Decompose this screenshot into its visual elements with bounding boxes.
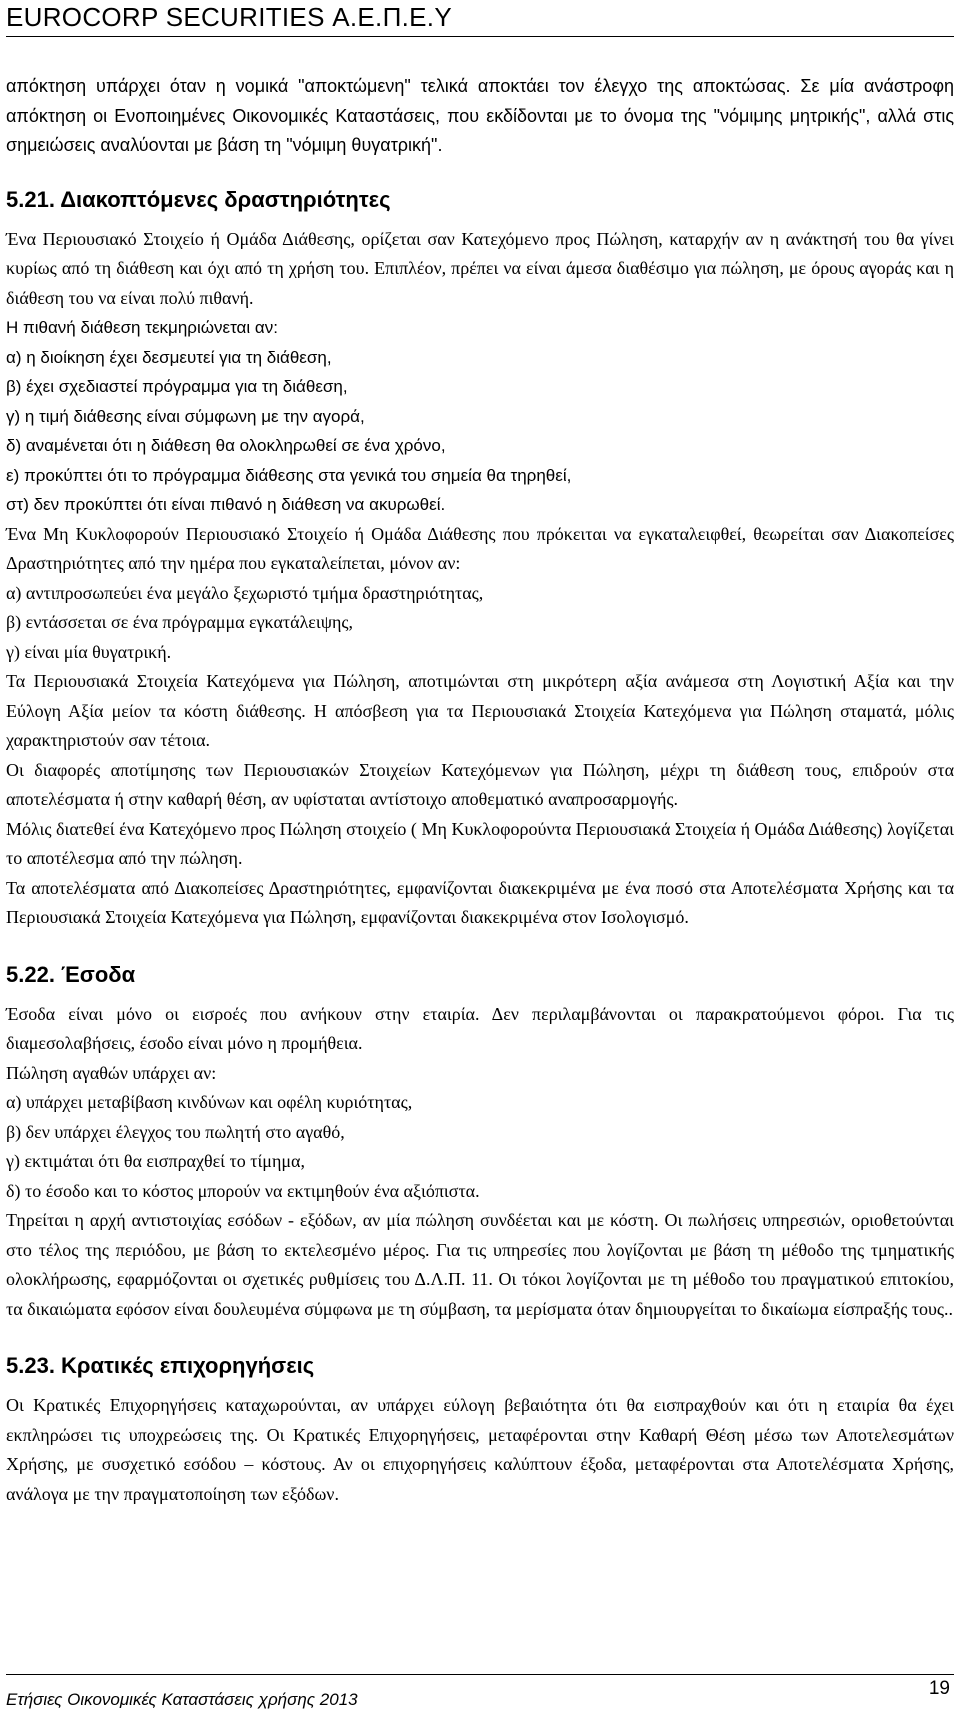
- section-5-22: [6, 959, 954, 1325]
- list-item: α) υπάρχει μεταβίβαση κινδύνων και οφέλη κυριότητας,: [6, 1092, 413, 1112]
- list-item: α) η διοίκηση έχει δεσμευτεί για τη διάθεση,: [6, 347, 332, 367]
- list-item: στ) δεν προκύπτει ότι είναι πιθανό η διάθεση να ακυρωθεί.: [6, 495, 446, 514]
- paragraph: Η πιθανή διάθεση τεκμηριώνεται αν:: [6, 318, 278, 337]
- paragraph: Οι Κρατικές Επιχορηγήσεις καταχωρούνται, αν υπάρχει εύλογη βεβαιότητα ότι θα εισπραχθούν και ότι η εταιρία θα έχει εκπληρώσει τις υποχρεώσεις της. Οι Κρατικές Επιχορηγήσεις, μεταφέρονται στην Καθαρή Θέση μέσω των Αποτελεσμάτων Χρήσης, με συσχετικό εσόδου – κόστους. Αν οι επιχορηγήσεις καλύπτουν έξοδα, μεταφέρονται στα Αποτελέσματα Χρήσης, ανάλογα με την πραγματοποίηση των εξόδων.: [6, 1395, 954, 1504]
- footer-document-title: Ετήσιες Οικονομικές Καταστάσεις χρήσης 2013: [6, 1690, 358, 1709]
- header-divider: [6, 36, 954, 37]
- paragraph: Τηρείται η αρχή αντιστοιχίας εσόδων - εξόδων, αν μία πώληση συνδέεται και με κόστη. Οι πωλήσεις υπηρεσιών, οριοθετούνται στο τέλος της περιόδου, με βάση το εκτελεσμένο μέρος. Για τις υπηρεσίες που λογίζονται με βάση τη μέθοδο της τμηματικής ολοκλήρωσης, εφαρμόζονται οι σχετικές ρυθμίσεις του Δ.Λ.Π. 11. Οι τόκοι λογίζονται με τη μέθοδο του πραγματικού επιτοκίου, τα δικαιώματα εφόσον είναι δουλευμένα σύμφωνα με τη σύμβαση, τα μερίσματα όταν δημιουργείται το δικαίωμα είσπραξής τους..: [6, 1210, 954, 1319]
- list-item: ε) προκύπτει ότι το πρόγραμμα διάθεσης στα γενικά του σημεία θα τηρηθεί,: [6, 465, 572, 485]
- list-item: γ) εκτιμάται ότι θα εισπραχθεί το τίμημα,: [6, 1151, 305, 1171]
- list-item: β) εντάσσεται σε ένα πρόγραμμα εγκατάλειψης,: [6, 612, 354, 632]
- paragraph: Τα Περιουσιακά Στοιχεία Κατεχόμενα για Πώληση, αποτιμώνται στη μικρότερη αξία ανάμεσα στη Λογιστική Αξία και την Εύλογη Αξία μείον τα κόστη διάθεσης. Η απόσβεση για τα Περιουσιακά Στοιχεία Κατεχόμενα για Πώληση σταματά, μόλις χαρακτηριστούν σαν τέτοια.: [6, 671, 954, 750]
- section-heading: 5.22. Έσοδα: [6, 961, 136, 987]
- list-item: α) αντιπροσωπεύει ένα μεγάλο ξεχωριστό τμήμα δραστηριότητας,: [6, 582, 484, 603]
- intro-paragraph: απόκτηση υπάρχει όταν η νομικά "αποκτώμενη" τελικά αποκτάει τον έλεγχο της αποκτώσας. Σε μία ανάστροφη απόκτηση οι Ενοποιημένες Οικονομικές Καταστάσεις, που εκδίδονται με το όνομα της "νόμιμης μητρικής", αλλά στις σημειώσεις αναλύονται με βάση τη "νόμιμη θυγατρική".: [6, 76, 954, 155]
- paragraph: Ένα Μη Κυκλοφορούν Περιουσιακό Στοιχείο ή Ομάδα Διάθεσης που πρόκειται να εγκαταλειφθεί, θεωρείται σαν Διακοπείσες Δραστηριότητες από την ημέρα που εγκαταλείπεται, μόνον αν:: [6, 523, 954, 573]
- paragraph: Πώληση αγαθών υπάρχει αν:: [6, 1062, 217, 1083]
- paragraph: Τα αποτελέσματα από Διακοπείσες Δραστηριότητες, εμφανίζονται διακεκριμένα με ένα ποσό στα Αποτελέσματα Χρήσης και τα Περιουσιακά Στοιχεία Κατεχόμενα για Πώληση, εμφανίζονται διακεκριμένα στον Ισολογισμό.: [6, 877, 954, 927]
- footer-divider: [6, 1674, 954, 1675]
- page-footer: [6, 1674, 954, 1714]
- document-body: [6, 72, 954, 1509]
- section-5-23: [6, 1350, 954, 1509]
- section-heading: 5.21. Διακοπτόμενες δραστηριότητες: [6, 186, 391, 212]
- paragraph: Έσοδα είναι μόνο οι εισροές που ανήκουν στην εταιρία. Δεν περιλαμβάνονται οι παρακρατούμενοι φόροι. Για τις διαμεσολαβήσεις, έσοδο είναι μόνο η προμήθεια.: [6, 1003, 954, 1053]
- section-heading: 5.23. Κρατικές επιχορηγήσεις: [6, 1353, 315, 1378]
- header-title: EUROCORP SECURITIES Α.Ε.Π.Ε.Υ: [6, 2, 452, 32]
- list-item: δ) το έσοδο και το κόστος μπορούν να εκτιμηθούν ένα αξιόπιστα.: [6, 1180, 480, 1201]
- list-item: γ) η τιμή διάθεσης είναι σύμφωνη με την αγορά,: [6, 406, 365, 426]
- paragraph: Οι διαφορές αποτίμησης των Περιουσιακών Στοιχείων Κατεχόμενων για Πώληση, μέχρι τη διάθεση τους, επιδρούν στα αποτελέσματα ή στην καθαρή θέση, αν υφίσταται αντίστοιχο αποθεματικό αναπροσαρμογής.: [6, 759, 954, 809]
- list-item: β) έχει σχεδιαστεί πρόγραμμα για τη διάθεση,: [6, 377, 348, 396]
- paragraph: Μόλις διατεθεί ένα Κατεχόμενο προς Πώληση στοιχείο ( Μη Κυκλοφορούντα Περιουσιακά Στοιχεία ή Ομάδα Διάθεσης) λογίζεται το αποτέλεσμα από την πώληση.: [6, 818, 954, 868]
- page-header: [6, 0, 954, 40]
- page-number: 19: [928, 1678, 950, 1699]
- list-item: β) δεν υπάρχει έλεγχος του πωλητή στο αγαθό,: [6, 1121, 345, 1142]
- list-item: γ) είναι μία θυγατρική.: [6, 641, 172, 662]
- list-item: δ) αναμένεται ότι η διάθεση θα ολοκληρωθεί σε ένα χρόνο,: [6, 436, 446, 455]
- paragraph: Ένα Περιουσιακό Στοιχείο ή Ομάδα Διάθεσης, ορίζεται σαν Κατεχόμενο προς Πώληση, καταρχήν αν η ανάκτησή του θα γίνει κυρίως από τη διάθεση και όχι από τη χρήση του. Επιπλέον, πρέπει να είναι άμεσα διαθέσιμο για πώληση, με όρους αγοράς και η διάθεση του να είναι πολύ πιθανή.: [6, 228, 954, 308]
- section-5-21: [6, 184, 954, 933]
